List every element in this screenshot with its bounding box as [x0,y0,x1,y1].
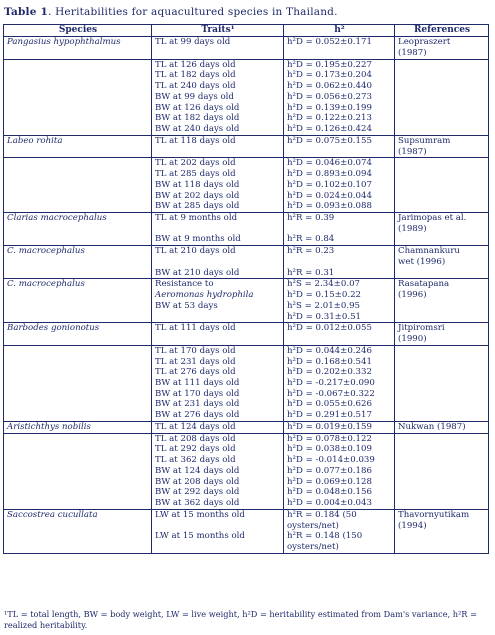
species-cell [4,290,152,301]
species-cell [4,113,152,124]
reference-cell: Supsumram [395,135,489,146]
species-cell [4,498,152,509]
table-row [4,268,489,279]
trait-cell: BW at 124 days old [152,466,284,477]
table-row [4,301,489,312]
table-row [4,367,489,378]
h2-cell: h²D = 0.048±0.156 [284,487,395,498]
trait-cell [152,312,284,323]
h2-cell: h²D = -0.217±0.090 [284,378,395,389]
reference-cell: Jarimopas et al. [395,213,489,224]
species-cell [4,59,152,70]
species-cell [4,531,152,542]
species-cell [4,477,152,488]
species-cell [4,444,152,455]
table-row [4,135,489,146]
h2-cell: oysters/net) [284,542,395,553]
reference-cell [395,180,489,191]
table-row [4,498,489,509]
species-cell [4,334,152,345]
h2-cell: h²D = 0.075±0.155 [284,135,395,146]
trait-cell: BW at 202 days old [152,191,284,202]
species-cell [4,234,152,245]
table-row [4,169,489,180]
trait-cell: LW at 15 months old [152,509,284,520]
h2-cell: h²D = -0.067±0.322 [284,389,395,400]
species-cell [4,357,152,368]
trait-cell: TL at 292 days old [152,444,284,455]
species-cell [4,301,152,312]
table-row [4,279,489,290]
reference-cell: (1994) [395,521,489,532]
trait-cell: Resistance to [152,279,284,290]
h2-cell: h²D = 0.069±0.128 [284,477,395,488]
trait-cell: Aeromonas hydrophila [152,290,284,301]
trait-cell: TL at 285 days old [152,169,284,180]
reference-cell: (1987) [395,48,489,59]
h2-cell: h²R = 0.148 (150 [284,531,395,542]
species-cell: C. macrocephalus [4,246,152,257]
table-row [4,334,489,345]
h2-cell [284,257,395,268]
h2-cell: h²D = 0.046±0.074 [284,158,395,169]
table-row [4,81,489,92]
h2-cell: h²D = 0.31±0.51 [284,312,395,323]
table-row [4,70,489,81]
table-row [4,147,489,158]
reference-cell [395,542,489,553]
species-cell [4,257,152,268]
reference-cell [395,399,489,410]
reference-cell [395,389,489,400]
species-cell [4,268,152,279]
table-row [4,433,489,444]
table-row [4,521,489,532]
h2-cell: h²D = 0.093±0.088 [284,201,395,212]
reference-cell [395,201,489,212]
species-cell: Clarias macrocephalus [4,213,152,224]
trait-cell: BW at 362 days old [152,498,284,509]
h2-cell: h²D = 0.122±0.213 [284,113,395,124]
h2-cell: h²D = 0.202±0.332 [284,367,395,378]
h2-cell: h²D = 0.893±0.094 [284,169,395,180]
species-cell [4,312,152,323]
h2-cell: h²D = 0.004±0.043 [284,498,395,509]
trait-cell: BW at 118 days old [152,180,284,191]
trait-cell: TL at 99 days old [152,37,284,48]
species-cell: Labeo rohita [4,135,152,146]
header-h2: h² [284,25,395,37]
species-cell: Saccostrea cucullata [4,509,152,520]
reference-cell: (1989) [395,224,489,235]
reference-cell: Rasatapana [395,279,489,290]
table-title: . Heritabilities for aquacultured species in Thailand. [48,6,338,18]
table-row [4,158,489,169]
table-row [4,357,489,368]
h2-cell: h²S = 2.34±0.07 [284,279,395,290]
header-species: Species [4,25,152,37]
trait-cell: BW at 182 days old [152,113,284,124]
species-cell [4,521,152,532]
reference-cell: wet (1996) [395,257,489,268]
species-cell: Barbodes gonionotus [4,323,152,334]
trait-cell [152,521,284,532]
reference-cell: Chamnankuru [395,246,489,257]
trait-cell [152,147,284,158]
table-row [4,345,489,356]
trait-cell: TL at 362 days old [152,455,284,466]
table-label: Table 1 [4,6,48,18]
table-row [4,37,489,48]
table-row [4,466,489,477]
reference-cell [395,531,489,542]
trait-cell: TL at 208 days old [152,433,284,444]
h2-cell: oysters/net) [284,521,395,532]
header-references: References [395,25,489,37]
table-row [4,290,489,301]
species-cell [4,70,152,81]
reference-cell [395,433,489,444]
h2-cell: h²D = 0.078±0.122 [284,433,395,444]
h2-cell: h²D = 0.291±0.517 [284,410,395,421]
h2-cell: h²R = 0.23 [284,246,395,257]
reference-cell [395,312,489,323]
h2-cell: h²D = 0.126±0.424 [284,124,395,135]
table-row [4,257,489,268]
reference-cell [395,345,489,356]
table-footnote: ¹TL = total length, BW = body weight, LW = live weight, h²D = heritability estimated from Dam's variance, h²R = realized heritability. [4,609,477,630]
species-cell [4,201,152,212]
trait-cell: TL at 202 days old [152,158,284,169]
table-row [4,487,489,498]
trait-cell: BW at 292 days old [152,487,284,498]
trait-cell: TL at 231 days old [152,357,284,368]
table-row [4,444,489,455]
table-row [4,59,489,70]
reference-cell [395,70,489,81]
h2-cell: h²D = 0.024±0.044 [284,191,395,202]
h2-cell [284,224,395,235]
h2-cell: h²D = 0.168±0.541 [284,357,395,368]
trait-cell: TL at 182 days old [152,70,284,81]
trait-cell: BW at 208 days old [152,477,284,488]
reference-cell [395,103,489,114]
trait-cell: LW at 15 months old [152,531,284,542]
reference-cell: (1990) [395,334,489,345]
species-cell [4,378,152,389]
reference-cell: (1996) [395,290,489,301]
species-cell: Pangasius hypophthalmus [4,37,152,48]
table-row [4,213,489,224]
species-cell [4,48,152,59]
species-cell [4,455,152,466]
table-row [4,92,489,103]
table-caption [4,6,338,18]
reference-cell [395,455,489,466]
h2-cell [284,334,395,345]
trait-cell: TL at 126 days old [152,59,284,70]
table-row [4,378,489,389]
species-cell [4,124,152,135]
h2-cell: h²R = 0.84 [284,234,395,245]
heritability-table [3,24,489,554]
h2-cell: h²D = 0.052±0.171 [284,37,395,48]
header-row [4,25,489,37]
reference-cell [395,234,489,245]
species-cell [4,81,152,92]
table-row [4,124,489,135]
table-row [4,224,489,235]
trait-cell: BW at 111 days old [152,378,284,389]
h2-cell: h²D = 0.139±0.199 [284,103,395,114]
reference-cell: Leopraszert [395,37,489,48]
h2-cell: h²R = 0.31 [284,268,395,279]
header-traits: Traits¹ [152,25,284,37]
trait-cell: TL at 240 days old [152,81,284,92]
reference-cell [395,191,489,202]
h2-cell: h²S = 2.01±0.95 [284,301,395,312]
trait-cell: TL at 210 days old [152,246,284,257]
trait-cell: BW at 170 days old [152,389,284,400]
species-cell [4,399,152,410]
h2-cell: h²D = 0.056±0.273 [284,92,395,103]
species-cell: C. macrocephalus [4,279,152,290]
trait-cell [152,48,284,59]
h2-cell: h²D = 0.019±0.159 [284,421,395,432]
species-cell [4,158,152,169]
trait-cell: BW at 285 days old [152,201,284,212]
h2-cell: h²D = 0.15±0.22 [284,290,395,301]
species-cell [4,345,152,356]
trait-cell: TL at 111 days old [152,323,284,334]
trait-cell: TL at 9 months old [152,213,284,224]
trait-cell: BW at 9 months old [152,234,284,245]
reference-cell [395,92,489,103]
trait-cell: TL at 118 days old [152,135,284,146]
h2-cell: h²D = 0.038±0.109 [284,444,395,455]
species-cell [4,487,152,498]
table-row [4,246,489,257]
table-row [4,48,489,59]
reference-cell [395,158,489,169]
table-row [4,312,489,323]
trait-cell: TL at 276 days old [152,367,284,378]
species-cell [4,191,152,202]
species-cell [4,92,152,103]
reference-cell [395,268,489,279]
table-row [4,531,489,542]
reference-cell [395,59,489,70]
reference-cell: Jitpiromsri [395,323,489,334]
reference-cell [395,113,489,124]
reference-cell [395,477,489,488]
table-row [4,455,489,466]
table-row [4,399,489,410]
reference-cell [395,410,489,421]
trait-cell: BW at 53 days [152,301,284,312]
trait-cell [152,224,284,235]
trait-cell: BW at 231 days old [152,399,284,410]
reference-cell: Nukwan (1987) [395,421,489,432]
reference-cell [395,498,489,509]
trait-cell: BW at 126 days old [152,103,284,114]
h2-cell: h²D = 0.195±0.227 [284,59,395,70]
h2-cell: h²D = 0.077±0.186 [284,466,395,477]
reference-cell [395,378,489,389]
trait-cell [152,334,284,345]
species-cell [4,410,152,421]
trait-cell: TL at 170 days old [152,345,284,356]
h2-cell: h²D = 0.062±0.440 [284,81,395,92]
h2-cell: h²R = 0.184 (50 [284,509,395,520]
species-cell: Aristichthys nobilis [4,421,152,432]
table-row [4,410,489,421]
species-cell [4,103,152,114]
reference-cell [395,444,489,455]
trait-cell [152,542,284,553]
table-row [4,103,489,114]
trait-cell: BW at 99 days old [152,92,284,103]
h2-cell: h²D = 0.012±0.055 [284,323,395,334]
reference-cell [395,367,489,378]
reference-cell [395,81,489,92]
species-cell [4,542,152,553]
trait-cell: BW at 210 days old [152,268,284,279]
table-row [4,113,489,124]
h2-cell [284,147,395,158]
table-row [4,323,489,334]
trait-cell: BW at 276 days old [152,410,284,421]
table-row [4,542,489,553]
reference-cell: Thavornyutikam [395,509,489,520]
table-row [4,477,489,488]
table-row [4,389,489,400]
h2-cell: h²R = 0.39 [284,213,395,224]
table-row [4,180,489,191]
h2-cell: h²D = 0.102±0.107 [284,180,395,191]
species-cell [4,389,152,400]
species-cell [4,169,152,180]
h2-cell: h²D = -0.014±0.039 [284,455,395,466]
reference-cell [395,466,489,477]
species-cell [4,180,152,191]
reference-cell [395,169,489,180]
h2-cell: h²D = 0.173±0.204 [284,70,395,81]
reference-cell [395,357,489,368]
reference-cell [395,124,489,135]
table-row [4,234,489,245]
species-cell [4,433,152,444]
table-row [4,421,489,432]
species-cell [4,367,152,378]
h2-cell: h²D = 0.044±0.246 [284,345,395,356]
table-row [4,191,489,202]
species-cell [4,147,152,158]
table-row [4,509,489,520]
trait-cell [152,257,284,268]
reference-cell [395,301,489,312]
reference-cell: (1987) [395,147,489,158]
trait-cell: BW at 240 days old [152,124,284,135]
table-row [4,201,489,212]
h2-cell [284,48,395,59]
trait-cell: TL at 124 days old [152,421,284,432]
h2-cell: h²D = 0.055±0.626 [284,399,395,410]
species-cell [4,224,152,235]
species-cell [4,466,152,477]
reference-cell [395,487,489,498]
